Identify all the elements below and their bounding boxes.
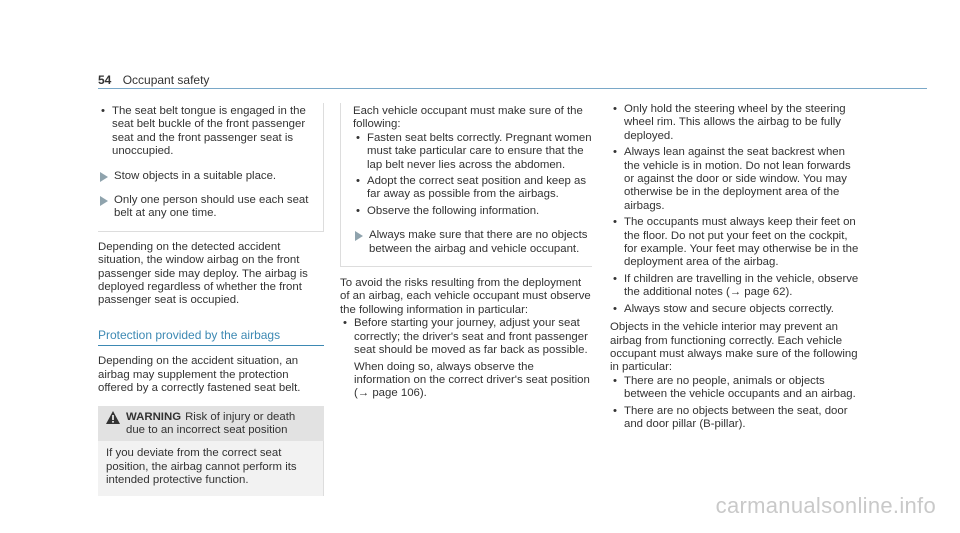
paragraph: To avoid the risks resulting from the deployment of an airbag, each vehicle occupant must observe the following information in particular: bbox=[340, 277, 591, 316]
column-2 bbox=[340, 103, 592, 401]
warning-label: WARNING bbox=[126, 410, 182, 423]
step-arrow-icon bbox=[100, 196, 108, 206]
column-3 bbox=[610, 103, 862, 431]
chapter-title: Occupant safety bbox=[122, 73, 210, 87]
paragraph: Depending on the detected accident situation, the window airbag on the front passenger side may deploy. The airbag is deployed regardless of whether the front passenger seat is occupied. bbox=[98, 240, 308, 307]
warning-header bbox=[98, 406, 324, 442]
instruction-box bbox=[340, 103, 592, 267]
section-divider bbox=[98, 345, 324, 346]
continued-box bbox=[98, 103, 324, 232]
list-item: • Fasten seat belts correctly. Pregnant women must take particular care to ensure that the lap belt never lies across the abdomen. bbox=[353, 132, 592, 172]
list-item: • Always lean against the seat backrest when the vehicle is in motion. Do not lean forwards or against the door or side window. You may otherwise be in the deployment area of the airbags. bbox=[610, 146, 862, 213]
warning-body: If you deviate from the correct seat position, the airbag cannot perform its intended protective function. bbox=[98, 441, 324, 495]
list-item: • Adopt the correct seat position and keep as far away as possible from the airbags. bbox=[353, 175, 592, 202]
list-item: • The seat belt tongue is engaged in the seat belt buckle of the front passenger seat and the front passenger seat is unoccupied. bbox=[98, 105, 313, 159]
list-item: • There are no people, animals or objects between the vehicle occupants and an airbag. bbox=[610, 375, 862, 402]
column-1 bbox=[98, 103, 324, 496]
instruction-step: Only one person should use each seat belt at any one time. bbox=[98, 194, 313, 221]
section-heading bbox=[98, 329, 324, 346]
list-item: • If children are travelling in the vehicle, observe the additional notes (→ page 62). bbox=[610, 273, 862, 300]
list-item: • Only hold the steering wheel by the steering wheel rim. This allows the airbag to be fully deployed. bbox=[610, 103, 862, 143]
list-item: • Observe the following information. bbox=[353, 205, 592, 218]
watermark: carmanualsonline.info bbox=[715, 493, 936, 518]
warning-headline: Risk of injury or death due to an incorrect seat position bbox=[126, 410, 296, 436]
instruction-step: Always make sure that there are no objects between the airbag and vehicle occupant. bbox=[353, 229, 592, 256]
list-item-note: When doing so, always observe the information on the correct driver's seat position (→ page 106). bbox=[354, 360, 590, 400]
step-arrow-icon bbox=[100, 172, 108, 182]
paragraph: Each vehicle occupant must make sure of the following: bbox=[353, 105, 583, 131]
paragraph: Depending on the accident situation, an airbag may supplement the protection offered by a correctly fastened seat belt. bbox=[98, 355, 301, 395]
header-divider bbox=[98, 88, 927, 89]
list-item: • The occupants must always keep their feet on the floor. Do not put your feet on the cockpit, for example. Your feet may otherwise be in the deployment area of the airbag. bbox=[610, 216, 862, 270]
step-arrow-icon bbox=[355, 231, 363, 241]
list-item: • There are no objects between the seat, door and door pillar (B-pillar). bbox=[610, 405, 862, 432]
paragraph: Objects in the vehicle interior may prevent an airbag from functioning correctly. Each vehicle occupant must always make sure of the following in particular: bbox=[610, 321, 858, 374]
section-title: Protection provided by the airbags bbox=[98, 327, 281, 342]
page-header bbox=[98, 74, 209, 87]
warning-triangle-icon bbox=[106, 411, 120, 424]
list-item: • Always stow and secure objects correctly. bbox=[610, 303, 862, 316]
page-number: 54 bbox=[98, 73, 112, 87]
instruction-step: Stow objects in a suitable place. bbox=[98, 170, 313, 183]
list-item: • Before starting your journey, adjust your seat correctly; the driver's seat and front passenger seat should be moved as far back as possible. When doing so, always observe the information on the correct driver's seat position (→ page 106). bbox=[340, 317, 592, 400]
warning-box bbox=[98, 406, 324, 496]
